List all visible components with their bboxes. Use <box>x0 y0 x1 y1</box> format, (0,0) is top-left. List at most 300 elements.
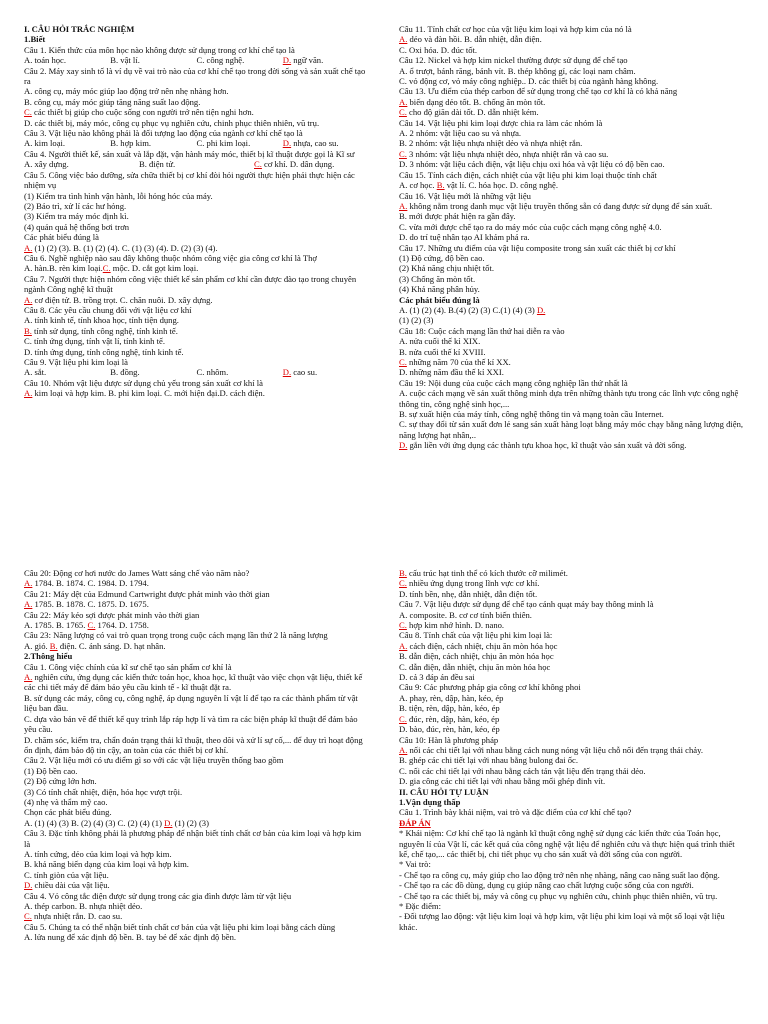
text-line <box>24 34 369 44</box>
line-text: D. tính ứng dụng, tính công nghệ, tính kinh tế. <box>24 346 184 357</box>
line-text: A. hàn.B. rèn kim loại. <box>24 263 103 274</box>
answer-text: điện. C. ánh sáng. D. hạt nhân. <box>57 640 166 651</box>
text-line <box>399 55 744 65</box>
text-line <box>399 191 744 201</box>
answer-marker: C. <box>399 357 407 367</box>
line-text: D. do trí tuệ nhân tạo AI khám phá ra. <box>399 232 530 243</box>
line-text: (4) nhẹ và thẩm mỹ cao. <box>24 796 108 807</box>
line-text: Câu 1. Trình bày khái niệm, vai trò và đặc điểm của cơ khí chế tạo? <box>399 807 632 818</box>
answer-text: hợp kim nhớ hình. D. nano. <box>406 620 505 631</box>
line-text: D. bào, đúc, rèn, hàn, kéo, ép <box>399 724 500 735</box>
text-line <box>399 891 744 901</box>
answer-marker: C. <box>399 713 407 724</box>
line-text: Câu 14. Vật liệu phi kim loại được chia ra làm các nhóm là <box>399 117 603 128</box>
text-line <box>399 578 744 588</box>
answer-marker: D. <box>399 440 408 451</box>
answer-marker: A. <box>24 242 33 253</box>
line-text: Câu 4. Người thiết kế, sản xuất và lắp đặt, vận hành máy móc, thiết bị kĩ thuật được gọi là Kĩ sư <box>24 148 355 159</box>
text-line <box>399 388 744 409</box>
answer-marker: A. <box>24 672 33 683</box>
answer-text: cách điện, cách nhiệt, chịu ăn mòn hóa học <box>407 640 558 651</box>
text-line <box>24 714 369 735</box>
text-line <box>24 86 369 96</box>
line-text: A. thép carbon. B. nhựa nhiệt dẻo. <box>24 901 143 911</box>
text-line <box>399 787 744 797</box>
line-text: A. composite. B. cơ cơ tính biến thiên. <box>399 609 532 620</box>
text-line <box>24 755 369 765</box>
line-text: A. lửa nung để xác định độ bền. B. tay bẻ để xác định độ bền. <box>24 932 237 943</box>
text-line <box>24 45 369 55</box>
line-text: C. dẫn điện, dẫn nhiệt, chịu ăn mòn hóa học <box>399 661 551 672</box>
line-text: Câu 22: Máy kéo sợi được phát minh vào thời gian <box>24 609 200 620</box>
line-text: B. dẫn điện, cách nhiệt, chịu ăn mòn hóa học <box>399 651 554 662</box>
text-line <box>24 766 369 776</box>
text-line <box>24 651 369 661</box>
text-line <box>399 911 744 932</box>
text-line <box>24 326 369 336</box>
answer-marker: A. <box>24 578 33 589</box>
line-text: Câu 21: Máy dệt của Edmund Cartwright được phát minh vào thời gian <box>24 588 270 599</box>
answer-text: mộc. D. cắt gọt kim loại. <box>110 263 199 274</box>
option-text: nhựa, cao su. <box>291 138 339 149</box>
line-text: Câu 15. Tính cách điện, cách nhiệt của vật liệu phi kim loại thuộc tính chất <box>399 169 657 180</box>
text-line <box>24 911 369 921</box>
line-text: C. dựa vào bản vẽ để thiết kế quy trình lắp ráp hợp lí và tìm ra các biện pháp kĩ thuật để đảm bảo yêu cầu. <box>24 713 358 735</box>
line-text: C. tính ứng dụng, tính vật lí, tính kinh tế. <box>24 336 165 347</box>
text-line <box>399 409 744 419</box>
text-line <box>24 880 369 890</box>
line-text: Câu 13. Ưu điểm của thép carbon để sử dụng trong chế tạo cơ khí là có khả năng <box>399 86 678 97</box>
text-line <box>24 693 369 714</box>
answer-marker: D. <box>282 138 292 149</box>
line-text: (1) Kiểm tra tình hình vận hành, lỗi hỏng hóc của máy. <box>24 190 213 201</box>
line-text: Câu 17. Những ưu điểm của vật liệu composite trong sản xuất các thiết bị cơ khí <box>399 242 676 253</box>
answer-marker: A. <box>24 294 33 305</box>
text-line <box>399 24 744 34</box>
text-line <box>24 66 369 87</box>
text-line <box>24 870 369 880</box>
text-line <box>399 703 744 713</box>
text-line <box>399 274 744 284</box>
answer-marker: C. <box>24 911 32 922</box>
text-line <box>399 66 744 76</box>
text-line <box>399 589 744 599</box>
answer-marker: A. <box>399 34 408 45</box>
text-line <box>399 170 744 180</box>
answer-text: dẻo và đàn hồi. B. dẫn nhiệt, dẫn điện. <box>407 34 542 45</box>
line-text: (2) Khả năng chịu nhiệt tốt. <box>399 263 494 274</box>
text-line <box>399 610 744 620</box>
line-text: Câu 11. Tính chất cơ học của vật liệu kim loại và hợp kim của nó là <box>399 24 632 34</box>
line-text: (3) Chống ăn mòn tốt. <box>399 273 476 284</box>
text-line <box>399 211 744 221</box>
line-text: Câu 20: Động cơ hơi nước do James Watt sáng chế vào năm nào? <box>24 568 250 578</box>
line-text: C. sự thay đổi từ sản xuất đơn lẻ sang sản xuất hàng loạt bằng máy móc chạy bằng năng lượng điện, năng lượng hạt nhân,.. <box>399 419 744 440</box>
option: A. kim loại. <box>24 138 66 149</box>
answer-marker: D. <box>282 367 292 378</box>
line-text: (1) Độ bền cao. <box>24 765 78 776</box>
text-line <box>399 378 744 388</box>
answer-text: 1764. D. 1758. <box>95 620 149 631</box>
text-line <box>399 755 744 765</box>
text-line <box>399 440 744 450</box>
text-line <box>24 378 369 388</box>
text-line <box>399 807 744 817</box>
option: A. sắt. <box>24 367 47 378</box>
text-line <box>24 191 369 201</box>
page2-left-column <box>24 568 369 943</box>
line-text: B. sự xuất hiện của máy tính, công nghệ thông tin và mạng toàn cầu Internet. <box>399 409 664 420</box>
option: A. xây dựng. <box>24 159 69 170</box>
line-text: Câu 10. Nhóm vật liệu được sử dụng chủ yếu trong sản xuất cơ khí là <box>24 377 263 388</box>
text-line <box>24 568 369 578</box>
text-line <box>24 620 369 630</box>
line-text: Câu 3. Đặc tính không phải là phương pháp để nhận biết tính chất cơ bản của kim loại và hợp kim là <box>24 828 362 849</box>
text-line <box>399 818 744 828</box>
text-line <box>24 128 369 138</box>
answer-text: 1785. B. 1878. C. 1875. D. 1675. <box>32 599 149 610</box>
line-text: D. chăm sóc, kiểm tra, chẩn đoán trạng thái kĩ thuật, theo dõi và xử lí sự cố,... để duy trì hoạt động ổn định, đảm bảo độ tin cậy, an toàn của các thiết bị cơ khí. <box>24 734 363 755</box>
text-line <box>399 630 744 640</box>
line-text: Câu 2. Máy xay sinh tố là ví dụ về vai trò nào của cơ khí chế tạo trong đời sống và sản xuất chế tạo ra <box>24 65 366 87</box>
text-line <box>399 76 744 86</box>
answer-marker: C. <box>399 107 407 118</box>
text-line <box>399 859 744 869</box>
text-line <box>24 787 369 797</box>
text-line <box>399 651 744 661</box>
line-text: A. phay, rèn, dập, hàn, kéo, ép <box>399 692 504 703</box>
line-text: A. nửa cuối thế kỉ XIX. <box>399 336 481 347</box>
text-line <box>399 724 744 734</box>
answer-marker: A. <box>399 640 408 651</box>
answer-text: 1784. B. 1874. C. 1984. D. 1794. <box>32 578 149 589</box>
line-text: 2.Thông hiểu <box>24 651 73 662</box>
text-line <box>24 388 369 398</box>
line-text: (4) quản quả hệ thống bơi trơn <box>24 221 130 232</box>
answer-text: những năm 70 của thế kỉ XX. <box>406 357 511 367</box>
answer-text: không nằm trong danh mục vật liệu truyền thống sẵn có đang được sử dụng để sản xuất. <box>407 200 713 211</box>
text-line <box>399 672 744 682</box>
text-line <box>399 263 744 273</box>
text-line <box>24 149 369 159</box>
text-line <box>399 735 744 745</box>
option: B. điện tử. <box>139 159 176 170</box>
answer-marker: C. <box>399 578 407 589</box>
answer-text: nhiều ứng dụng trong lĩnh vực cơ khí. <box>406 578 540 589</box>
text-line <box>24 672 369 693</box>
text-line <box>399 776 744 786</box>
answer-text: cấu trúc hạt tinh thể có kích thước cỡ milimét. <box>406 568 568 578</box>
option: B. vật lí. <box>110 55 140 66</box>
text-line <box>24 336 369 346</box>
answer-marker: B. <box>49 640 58 651</box>
text-line <box>399 693 744 703</box>
answer-marker: B. <box>436 180 445 191</box>
text-line <box>399 97 744 107</box>
text-line <box>24 347 369 357</box>
option: C. nhôm. <box>196 367 229 378</box>
line-text: I. CÂU HỎI TRẮC NGHIỆM <box>24 24 135 34</box>
text-line <box>24 263 369 273</box>
text-line <box>24 776 369 786</box>
text-line <box>399 568 744 578</box>
text-line <box>399 180 744 190</box>
page-2 <box>0 512 768 1024</box>
text-line <box>399 284 744 294</box>
line-text: (1) Độ cứng, độ bền cao. <box>399 252 485 263</box>
text-line <box>24 274 369 295</box>
line-text: * Khái niệm: Cơ khí chế tạo là ngành kĩ thuật công nghệ sử dụng các kiến thức của Toán học, nguyên lí của Vật lí, các kết quả của công nghệ vật liệu để nghiên cứu và thực hiện quá trình thiết kế, chế tạo,... các thiết bị, chi tiết phục vụ cho sản xuất và đời sống của con người. <box>399 828 735 859</box>
line-text: Các phát biểu đúng là <box>24 232 99 243</box>
text-line <box>24 222 369 232</box>
line-text: B. công cụ, máy móc giúp tăng năng suất lao động. <box>24 96 201 107</box>
text-line <box>399 828 744 859</box>
text-line <box>399 222 744 232</box>
line-text: Câu 16. Vật liệu mới là những vật liệu <box>399 190 531 201</box>
text-line <box>24 599 369 609</box>
text-line <box>399 347 744 357</box>
text-line <box>24 24 369 34</box>
line-text: C. Oxi hóa. D. đúc tốt. <box>399 44 478 55</box>
answer-marker: A. <box>399 200 408 211</box>
answer-marker: D. <box>164 817 173 828</box>
text-line <box>399 315 744 325</box>
text-line <box>24 797 369 807</box>
text-line <box>24 211 369 221</box>
line-text: (1) (2) (3) <box>399 315 434 326</box>
line-text: 1.Biết <box>24 34 46 45</box>
option-text: ngữ văn. <box>291 55 324 66</box>
text-line <box>399 232 744 242</box>
text-line <box>399 201 744 211</box>
answer-marker: A. <box>399 744 408 755</box>
text-line <box>24 315 369 325</box>
line-text: (3) Có tính chất nhiệt, điện, hóa học vượt trội. <box>24 786 183 797</box>
line-text: B. 2 nhóm: vật liệu nhựa nhiệt dẻo và nhựa nhiệt rắn. <box>399 138 583 149</box>
page1-left-column <box>24 24 369 399</box>
text-line <box>24 932 369 942</box>
line-text: C. vỏ động cơ, vỏ máy công nghiệp.. D. các thiết bị của ngành hàng không. <box>399 76 659 87</box>
line-text: Câu 9. Vật liệu phi kim loại là <box>24 357 128 367</box>
text-line <box>399 45 744 55</box>
line-text: Câu 10: Hàn là phương pháp <box>399 734 499 745</box>
line-text: D. tính bền, nhẹ, dẫn nhiệt, dẫn điện tốt. <box>399 588 538 599</box>
line-text: B. sử dụng các máy, công cụ, công nghệ, áp dụng nguyên lí vật lí để tạo ra các thành phẩm từ vật liệu ban đầu. <box>24 692 358 714</box>
option-text: cơ khí. D. dân dụng. <box>261 159 335 170</box>
text-line <box>24 118 369 128</box>
answer-marker: C. <box>399 148 407 159</box>
text-line <box>399 326 744 336</box>
page2-right-column <box>399 568 744 932</box>
option: A. toán học. <box>24 55 67 66</box>
option: B. hợp kim. <box>110 138 152 149</box>
text-line <box>24 610 369 620</box>
text-line <box>399 243 744 253</box>
option <box>254 159 369 169</box>
page1-right-column <box>399 24 744 451</box>
text-line <box>24 97 369 107</box>
text-line <box>24 232 369 242</box>
option <box>283 55 369 65</box>
text-line <box>399 86 744 96</box>
text-line <box>399 662 744 672</box>
line-text: A. 2 nhóm: vật liệu cao su và nhựa. <box>399 128 522 139</box>
text-line <box>24 641 369 651</box>
text-line <box>399 714 744 724</box>
text-line <box>399 901 744 911</box>
line-text: (2) Bảo trì, xử lí các hư hỏng. <box>24 200 127 211</box>
line-text: Câu 4. Vỏ công tắc điện được sử dụng trong các gia đình được làm từ vật liệu <box>24 890 292 901</box>
answer-marker: C. <box>24 107 32 118</box>
answer-text: cơ điện tử. B. trồng trọt. C. chăn nuôi. D. xây dựng. <box>32 294 213 305</box>
option-text: cao su. <box>291 367 318 378</box>
line-text: - Chế tạo ra các thiết bị, máy và công cụ phục vụ nghiên cứu, chinh phục thiên nhiên, vũ trụ. <box>399 890 718 901</box>
text-line <box>399 367 744 377</box>
line-text: D. gia công các chi tiết lại với nhau bằng mối ghép đinh vít. <box>399 776 606 787</box>
line-text: Câu 12. Nickel và hợp kim nickel thường được sử dụng để chế tạo <box>399 55 628 66</box>
answer-marker: C. <box>254 159 262 170</box>
text-line <box>399 419 744 440</box>
text-line <box>24 578 369 588</box>
line-text: B. tiện, rèn, dập, hàn, kéo, ép <box>399 703 500 714</box>
text-line <box>24 891 369 901</box>
answer-text: nhựa nhiệt rắn. D. cao su. <box>31 911 123 922</box>
text-line <box>399 620 744 630</box>
line-text: Câu 7. Người thực hiện nhóm công việc thiết kế sản phẩm cơ khí cần được đào tạo trong chuyên ngành Công nghệ kĩ thuật <box>24 273 357 295</box>
line-text: Câu 23: Năng lượng có vai trò quan trọng trong cuộc cách mạng lần thứ 2 là năng lượng <box>24 630 328 641</box>
line-text: - Đối tượng lao động: vật liệu kim loại và hợp kim, vật liệu phi kim loại và một số loại vật liệu khác. <box>399 911 725 932</box>
text-line <box>399 138 744 148</box>
text-line <box>24 295 369 305</box>
answer-marker: B. <box>399 568 407 578</box>
answer-marker: C. <box>102 263 111 274</box>
line-text: D. các thiết bị, máy móc, công cụ phục vụ nghiên cứu, chinh phục thiên nhiên, vũ trụ. <box>24 117 320 128</box>
text-line <box>399 118 744 128</box>
answer-marker: A. <box>24 599 33 610</box>
line-text: A. ổ trượt, bánh răng, bánh vít. B. thép không gỉ, các loại nam châm. <box>399 65 636 76</box>
line-text: II. CÂU HỎI TỰ LUẬN <box>399 786 489 797</box>
line-text: D. những năm đầu thế kỉ XXI. <box>399 367 504 378</box>
text-line <box>24 901 369 911</box>
line-text: Câu 8. Các yêu cầu chung đối với vật liệu cơ khí <box>24 304 192 315</box>
line-text: A. cơ học. <box>399 180 437 191</box>
line-text: Câu 3. Vật liệu nào không phải là đối tượng lao động của ngành cơ khí chế tạo là <box>24 128 303 139</box>
answer-text: vật lí. C. hóa học. D. công nghệ. <box>444 180 558 191</box>
text-line <box>24 828 369 849</box>
text-line <box>24 849 369 859</box>
option: B. đồng. <box>110 367 140 378</box>
text-line <box>399 159 744 169</box>
answer-text: đúc, rèn, dập, hàn, kéo, ép <box>406 713 500 724</box>
text-line <box>399 336 744 346</box>
line-text: (4) Khả năng phân hủy. <box>399 284 480 295</box>
text-line <box>399 149 744 159</box>
text-line <box>24 55 369 65</box>
text-line <box>24 305 369 315</box>
text-line <box>24 201 369 211</box>
text-line <box>399 682 744 692</box>
line-text: - Chế tạo ra các đồ dùng, dụng cụ giúp nâng cao chất lượng cuộc sống của con người. <box>399 880 694 891</box>
line-text: * Đặc điểm: <box>399 901 441 911</box>
line-text: A. cuộc cách mạng về sản xuất thông minh dựa trên những thành tựu trong các lĩnh vực công nghệ thông tin, công nghệ sinh học,... <box>399 388 739 409</box>
text-line <box>399 295 744 305</box>
answer-marker: C. <box>399 620 407 631</box>
answer-marker: D. <box>536 304 546 315</box>
answer-text: các thiết bị giúp cho cuộc sống con người trở nên tiện nghi hơn. <box>31 107 254 118</box>
line-text: A. 1785. B. 1765. <box>24 620 88 631</box>
text-line <box>399 107 744 117</box>
text-line <box>24 735 369 756</box>
text-line <box>399 253 744 263</box>
text-line <box>399 870 744 880</box>
text-line <box>24 357 369 367</box>
line-text: A. gió. <box>24 640 50 651</box>
text-line <box>24 159 369 169</box>
line-text: ĐÁP ÁN <box>399 817 431 828</box>
text-line <box>24 807 369 817</box>
line-text: (3) Kiểm tra máy móc định kì. <box>24 211 129 222</box>
line-text: Câu 5. Công việc bảo dưỡng, sửa chữa thiết bị cơ khí đòi hỏi người thực hiện phải thực hiện các nhiệm vụ <box>24 169 355 191</box>
line-text: D. 3 nhóm: vật liệu cách điện, vật liệu chịu oxi hóa và vật liệu có độ bền cao. <box>399 159 665 170</box>
answer-text: gắn liền với ứng dụng các thành tựu khoa học, kĩ thuật vào sản xuất và đời sống. <box>407 440 687 451</box>
text-line <box>399 34 744 44</box>
answer-text: (1) (2) (3) <box>172 817 209 828</box>
line-text: C. nối các chi tiết lại với nhau bằng cách tán vật liệu đến trạng thái dẻo. <box>399 765 646 776</box>
line-text: Câu 18: Cuộc cách mạng lần thứ hai diễn ra vào <box>399 325 565 336</box>
answer-marker: D. <box>282 55 292 66</box>
option <box>283 138 369 148</box>
answer-marker: D. <box>24 880 33 891</box>
answer-text: kim loại và hợp kim. B. phi kim loại. C. mới hiện đại.D. cách điện. <box>32 388 265 399</box>
line-text: Câu 2. Vật liệu mới có ưu điểm gì so với các vật liệu truyền thống bao gồm <box>24 755 284 766</box>
line-text: B. ghép các chi tiết lại với nhau bằng bulong đai ốc. <box>399 755 578 766</box>
text-line <box>399 766 744 776</box>
line-text: Câu 6. Nghề nghiệp nào sau đây không thuộc nhóm công việc gia công cơ khí là Thợ <box>24 252 317 263</box>
answer-text: nghiên cứu, ứng dụng các kiến thức toán học, khoa học, kĩ thuật vào việc chọn vật liệu, thiết kế các chi tiết máy để đảm bảo yêu cầu kinh tế - kĩ thuật đặt ra. <box>24 672 363 693</box>
option <box>283 367 369 377</box>
text-line <box>24 630 369 640</box>
line-text: Câu 5. Chúng ta có thể nhận biết tính chất cơ bản của vật liệu phi kim loại bằng cách dùng <box>24 921 336 932</box>
line-text: B. nửa cuối thế kỉ XVIII. <box>399 346 486 357</box>
line-text: Câu 8. Tính chất của vật liệu phi kim loại là: <box>399 630 553 641</box>
line-text: C. tính giòn của vật liệu. <box>24 869 109 880</box>
text-line <box>24 243 369 253</box>
text-line <box>399 128 744 138</box>
text-line <box>24 818 369 828</box>
text-line <box>24 922 369 932</box>
line-text: - Chế tạo ra công cụ, máy giúp cho lao động trở nên nhẹ nhàng, nâng cao năng suất lao động. <box>399 869 720 880</box>
line-text: 1.Vận dụng thấp <box>399 796 461 807</box>
line-text: Câu 7. Vật liệu được sử dụng để chế tạo cánh quạt máy bay thông minh là <box>399 599 654 610</box>
text-line <box>24 107 369 117</box>
text-line <box>399 305 744 315</box>
line-text: A. tính kinh tế, tính khoa học, tính tiện dụng. <box>24 315 179 326</box>
answer-text: (1) (2) (3). B. (1) (2) (4). C. (1) (3) (4). D. (2) (3) (4). <box>32 242 218 253</box>
line-text: D. cả 3 đáp án đều sai <box>399 672 475 683</box>
text-line <box>399 599 744 609</box>
text-line <box>399 880 744 890</box>
text-line <box>399 745 744 755</box>
answer-text: tính sử dụng, tính công nghệ, tính kinh tế. <box>31 325 178 336</box>
answer-marker: A. <box>399 96 408 107</box>
text-line <box>24 662 369 672</box>
line-text: Câu 1. Công việc chính của kĩ sư chế tạo sản phẩm cơ khí là <box>24 661 232 672</box>
line-text: B. khả năng biến dạng của kim loại và hợp kim. <box>24 859 189 870</box>
text-line <box>24 138 369 148</box>
answer-marker: B. <box>24 325 32 336</box>
line-text: (2) Độ cứng lớn hơn. <box>24 776 97 787</box>
text-line <box>24 367 369 377</box>
